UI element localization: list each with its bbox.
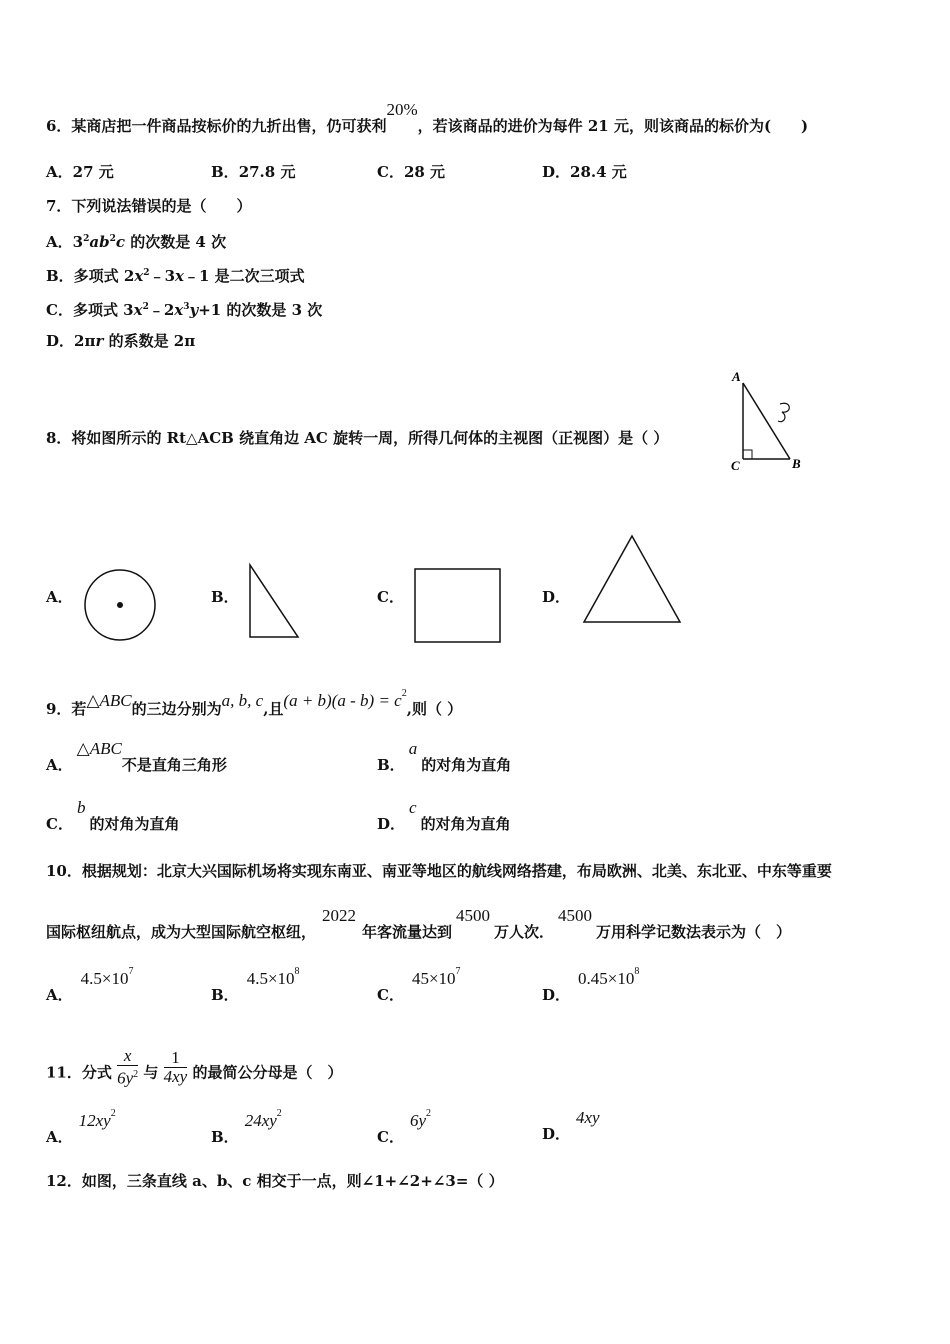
year-number: 2022 (322, 906, 357, 925)
option-text: ﹣3 (149, 267, 175, 285)
q8-option-c-figure[interactable] (412, 566, 504, 646)
option-label: B． (377, 756, 405, 774)
stem-text: 的三边分别为 (131, 700, 222, 718)
superscript: 2 (401, 688, 407, 699)
variable: x (175, 267, 184, 285)
vertex-a-label: A (732, 369, 741, 384)
fraction-numerator: 1 (164, 1049, 188, 1068)
q10-stem-line-1: 10．根据规划：北京大兴国际机场将实现东南亚、南亚等地区的航线网络搭建，布局欧洲、北美、东北亚、中东等重要 (46, 862, 832, 880)
equation-math: (a + b)(a - b) = c (283, 691, 402, 710)
q7-option-b[interactable] (46, 263, 305, 286)
variable: x (134, 267, 144, 285)
option-text: 的对角为直角 (89, 815, 180, 833)
q8-option-b-figure[interactable] (245, 562, 305, 642)
option-text: 不是直角三角形 (121, 756, 227, 774)
option-label: D． (377, 815, 406, 833)
stem-text: ,则（ ） (406, 700, 463, 718)
triangle-symbol: △ABC (86, 691, 132, 710)
q7-option-c[interactable] (46, 297, 322, 320)
option-text: 27.8 元 (238, 163, 296, 181)
exponent: 7 (455, 966, 461, 977)
option-math: a (408, 739, 418, 758)
option-label: A． (46, 1128, 73, 1146)
q11-option-d[interactable] (542, 1108, 600, 1144)
variable: y (189, 301, 199, 319)
variable: r (95, 332, 104, 350)
q11-stem (46, 1046, 343, 1094)
fraction-numerator: x (117, 1047, 138, 1066)
stem-text: 的最简公分母是（ ） (192, 1063, 343, 1082)
option-label: D． (542, 986, 571, 1004)
option-label: A． (46, 986, 73, 1004)
option-label: D． (542, 163, 571, 181)
q10-stem-line-2 (46, 906, 792, 942)
q7-stem: 7．下列说法错误的是（ ） (46, 197, 252, 215)
option-math: 0.45×10 (578, 969, 635, 988)
q12-stem: 12．如图，三条直线 a、b、c 相交于一点，则∠1+∠2+∠3=（ ） (46, 1172, 504, 1190)
option-text: 27 元 (72, 163, 114, 181)
q8-option-d-figure[interactable] (580, 532, 685, 628)
option-math: b (76, 798, 86, 817)
option-label: A． (46, 163, 73, 181)
option-label: B． (211, 163, 239, 181)
option-math: 4.5×10 (246, 969, 295, 988)
option-label: C． (377, 1128, 404, 1146)
denominator-text: 6y (117, 1068, 134, 1088)
q6-option-b[interactable] (211, 162, 295, 182)
exponent: 7 (128, 966, 134, 977)
variable: ab (89, 233, 110, 251)
q6-percent: 20% (386, 100, 418, 119)
rotation-arrow-icon (778, 403, 789, 421)
fraction-denominator: 4xy (163, 1066, 188, 1086)
superscript: 2 (109, 234, 116, 244)
stem-text: 9．若 (46, 700, 87, 718)
option-label: D． (542, 1125, 571, 1143)
q9-option-d[interactable] (377, 798, 511, 834)
q8-option-b-label[interactable]: B． (211, 588, 239, 606)
q9-stem (46, 688, 463, 719)
option-text: 28 元 (403, 163, 446, 181)
q6-option-d[interactable] (542, 162, 627, 182)
exponent: 8 (634, 966, 640, 977)
stem-text: 万用科学记数法表示为（ ） (596, 923, 792, 941)
option-math: △ABC (76, 739, 122, 758)
option-text: ﹣1 是二次三项式 (183, 267, 305, 285)
option-label: C． (46, 815, 73, 833)
q8-stem: 8．将如图所示的 Rt△ACB 绕直角边 AC 旋转一周，所得几何体的主视图（正视图）是（ ） (46, 429, 669, 447)
option-math: c (409, 798, 417, 817)
option-math: 6y (409, 1111, 426, 1130)
passenger-number: 4500 (456, 906, 491, 925)
right-angle-mark (743, 450, 752, 459)
superscript: 2 (276, 1108, 282, 1119)
option-text: 的系数是 2π (103, 332, 196, 350)
option-math: 4.5×10 (80, 969, 129, 988)
q8-option-a-label[interactable]: A． (46, 588, 73, 606)
option-label: C． (377, 163, 404, 181)
q8-option-d-label[interactable]: D． (542, 588, 571, 606)
option-text: B．多项式 2 (46, 267, 135, 285)
q6-option-a[interactable] (46, 162, 114, 182)
q6-stem-text: 6．某商店把一件商品按标价的九折出售，仍可获利 (46, 117, 387, 135)
q8-option-c-label[interactable]: C． (377, 588, 404, 606)
q11-option-b[interactable] (211, 1108, 282, 1147)
variable: c (115, 233, 125, 251)
stem-text: 万人次． (494, 923, 555, 941)
sides-math: a, b, c (221, 691, 264, 710)
q7-option-a[interactable] (46, 229, 226, 252)
stem-text: 11．分式 (46, 1063, 112, 1082)
option-text: ﹣2 (148, 301, 175, 319)
superscript: 3 (183, 302, 190, 312)
passenger-number-2: 4500 (558, 906, 593, 925)
q9-option-b[interactable] (377, 739, 512, 775)
fraction-2 (164, 1049, 188, 1086)
fraction-1 (117, 1047, 138, 1088)
option-text: +1 的次数是 3 次 (198, 301, 323, 319)
option-text: 28.4 元 (570, 163, 627, 181)
q11-option-a[interactable] (46, 1108, 116, 1147)
option-label: A． (46, 756, 73, 774)
superscript: 2 (142, 302, 149, 312)
q9-option-a[interactable] (46, 739, 227, 775)
vertex-c-label: C (731, 458, 740, 473)
q6-stem-text-2: ，若该商品的进价为每件 21 元，则该商品的标价为( ) (417, 117, 809, 135)
option-label: C． (377, 986, 404, 1004)
superscript: 2 (426, 1108, 431, 1119)
q11-option-c[interactable] (377, 1108, 431, 1147)
q8-option-a-figure[interactable] (80, 565, 160, 645)
stem-text: 国际枢纽航点，成为大型国际航空枢纽， (46, 923, 317, 941)
center-dot (117, 602, 123, 608)
q6-stem (46, 100, 809, 136)
q8-triangle-figure (726, 366, 816, 476)
stem-text: ,且 (263, 700, 284, 718)
superscript: 2 (83, 234, 90, 244)
option-text: 的对角为直角 (421, 756, 512, 774)
option-math: 45×10 (411, 969, 456, 988)
option-text: 的次数是 4 次 (124, 233, 227, 251)
option-math: 4xy (576, 1108, 600, 1127)
variable: x (133, 301, 143, 319)
option-text: C．多项式 3 (46, 301, 134, 319)
right-triangle-shape (250, 565, 298, 637)
superscript: 2 (143, 268, 150, 278)
q9-option-c[interactable] (46, 798, 180, 834)
stem-text: 年客流量达到 (362, 923, 453, 941)
variable: x (174, 301, 184, 319)
stem-text: 与 (143, 1063, 159, 1082)
fraction-denominator (117, 1066, 138, 1088)
square-shape (415, 569, 500, 642)
superscript: 2 (133, 1069, 139, 1080)
option-label: B． (211, 1128, 239, 1146)
option-text: D．2π (46, 332, 96, 350)
option-math: 24xy (244, 1111, 277, 1130)
option-text: 的对角为直角 (420, 815, 511, 833)
q7-option-d[interactable] (46, 331, 195, 351)
vertex-b-label: B (792, 456, 801, 471)
option-label: B． (211, 986, 239, 1004)
triangle-shape (584, 536, 680, 622)
exponent: 8 (294, 966, 300, 977)
option-math: 12xy (78, 1111, 111, 1130)
q6-option-c[interactable] (377, 162, 445, 182)
superscript: 2 (110, 1108, 116, 1119)
option-text: A．3 (46, 233, 84, 251)
